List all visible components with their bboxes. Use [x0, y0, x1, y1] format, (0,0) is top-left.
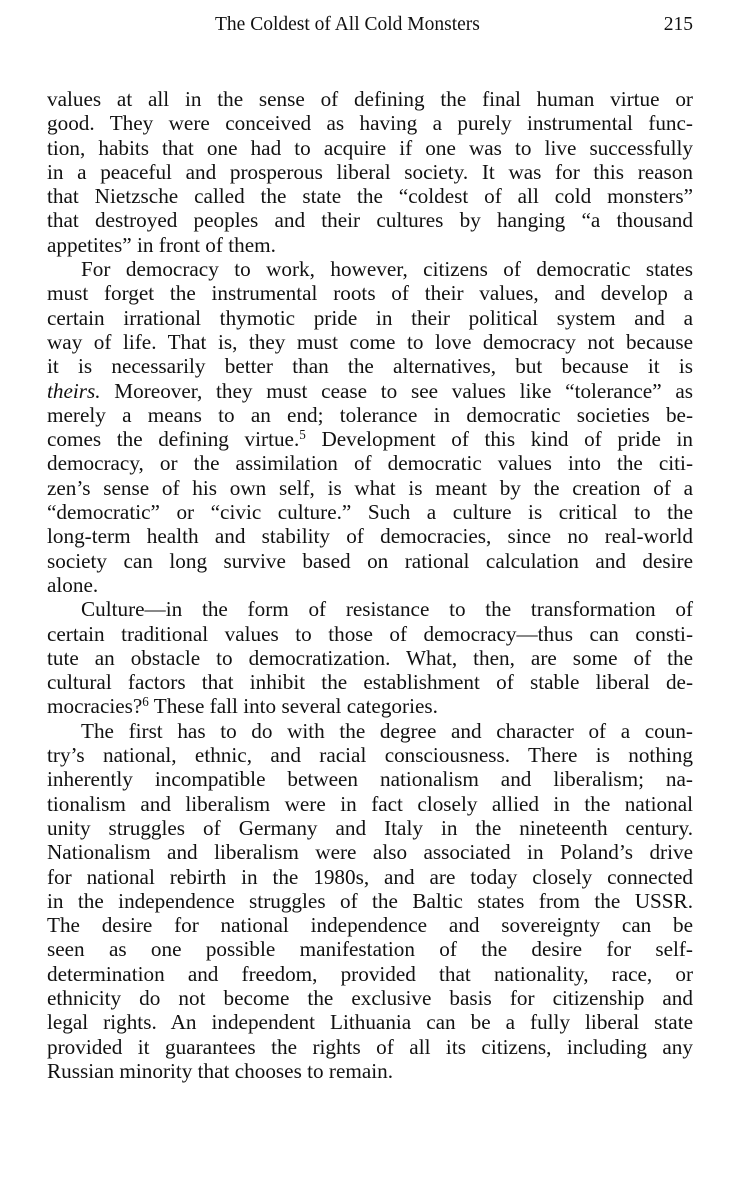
- text-line: tute an obstacle to democratization. What, then, are some of the: [47, 645, 693, 670]
- text-line: must forget the instrumental roots of their values, and develop a: [47, 281, 693, 306]
- text-line: appetites” in front of them.: [47, 232, 276, 257]
- text-line: legal rights. An independent Lithuania can be a fully liberal state: [47, 1010, 693, 1035]
- text-line: alone.: [47, 572, 99, 597]
- text-line: Nationalism and liberalism were also associated in Poland’s drive: [47, 840, 693, 865]
- paragraph-3: [47, 597, 693, 718]
- text-line: determination and freedom, provided that nationality, race, or: [47, 961, 693, 986]
- text-span: Moreover, they must cease to see values like “tolerance” as: [100, 378, 693, 403]
- text-line: that Nietzsche called the state the “coldest of all cold monsters”: [47, 184, 693, 209]
- footnote-ref-5: 5: [299, 426, 306, 442]
- text-line: tionalism and liberalism were in fact closely allied in the national: [47, 791, 693, 816]
- text-line: certain traditional values to those of democracy—thus can consti-: [47, 621, 693, 646]
- text-line: The desire for national independence and sovereignty can be: [47, 913, 693, 938]
- text-line: way of life. That is, they must come to love democracy not because: [47, 329, 693, 354]
- text-line: for national rebirth in the 1980s, and are today closely connected: [47, 864, 693, 889]
- text-span: comes the defining virtue.: [47, 427, 300, 452]
- text-line: [47, 379, 693, 403]
- text-line: seen as one possible manifestation of the desire for self-: [47, 937, 693, 962]
- footnote-ref-6: 6: [142, 694, 149, 710]
- text-line: try’s national, ethnic, and racial consciousness. There is nothing: [47, 743, 693, 768]
- page-number: 215: [663, 14, 693, 35]
- text-line: in a peaceful and prosperous liberal society. It was for this reason: [47, 159, 693, 184]
- text-line: Culture—in the form of resistance to the transformation of: [81, 597, 693, 622]
- text-line: society can long survive based on rational calculation and desire: [47, 548, 693, 573]
- text-span: mocracies?: [47, 694, 143, 719]
- italic-word: theirs.: [47, 378, 101, 403]
- text-line: values at all in the sense of defining the final human virtue or: [47, 87, 693, 111]
- text-line: provided it guarantees the rights of all its citizens, including any: [47, 1034, 693, 1059]
- text-line: merely a means to an end; tolerance in democratic societies be-: [47, 402, 693, 427]
- running-title: The Coldest of All Cold Monsters: [215, 14, 480, 35]
- paragraph-2: [47, 257, 693, 597]
- text-span: Development of this kind of pride in: [305, 427, 693, 452]
- text-line: “democratic” or “civic culture.” Such a culture is critical to the: [47, 500, 693, 525]
- text-line: cultural factors that inhibit the establishment of stable liberal de-: [47, 670, 693, 695]
- text-line: unity struggles of Germany and Italy in the nineteenth century.: [47, 815, 693, 840]
- text-span: These fall into several categories.: [148, 694, 438, 719]
- text-line: good. They were conceived as having a purely instrumental func-: [47, 111, 693, 136]
- text-line: in the independence struggles of the Baltic states from the USSR.: [47, 888, 693, 913]
- text-line: inherently incompatible between nationalism and liberalism; na-: [47, 767, 693, 792]
- paragraph-4: [47, 719, 693, 1083]
- book-page: [47, 0, 693, 1183]
- text-line: [47, 427, 693, 451]
- text-line: For democracy to work, however, citizens of democratic states: [81, 257, 693, 282]
- text-line: it is necessarily better than the alternatives, but because it is: [47, 354, 693, 379]
- text-line: [47, 694, 693, 718]
- text-line: tion, habits that one had to acquire if one was to live successfully: [47, 135, 693, 160]
- text-line: ethnicity do not become the exclusive basis for citizenship and: [47, 985, 693, 1010]
- text-line: that destroyed peoples and their cultures by hanging “a thousand: [47, 208, 693, 233]
- running-header: [47, 14, 693, 42]
- paragraph-1: [47, 87, 693, 257]
- text-line: The first has to do with the degree and character of a coun-: [81, 718, 693, 743]
- text-line: Russian minority that chooses to remain.: [47, 1058, 394, 1083]
- text-line: certain irrational thymotic pride in their political system and a: [47, 305, 693, 330]
- text-line: democracy, or the assimilation of democratic values into the citi-: [47, 451, 693, 476]
- text-line: long-term health and stability of democracies, since no real-world: [47, 524, 693, 549]
- body-text: [47, 87, 693, 1083]
- text-line: zen’s sense of his own self, is what is meant by the creation of a: [47, 475, 693, 500]
